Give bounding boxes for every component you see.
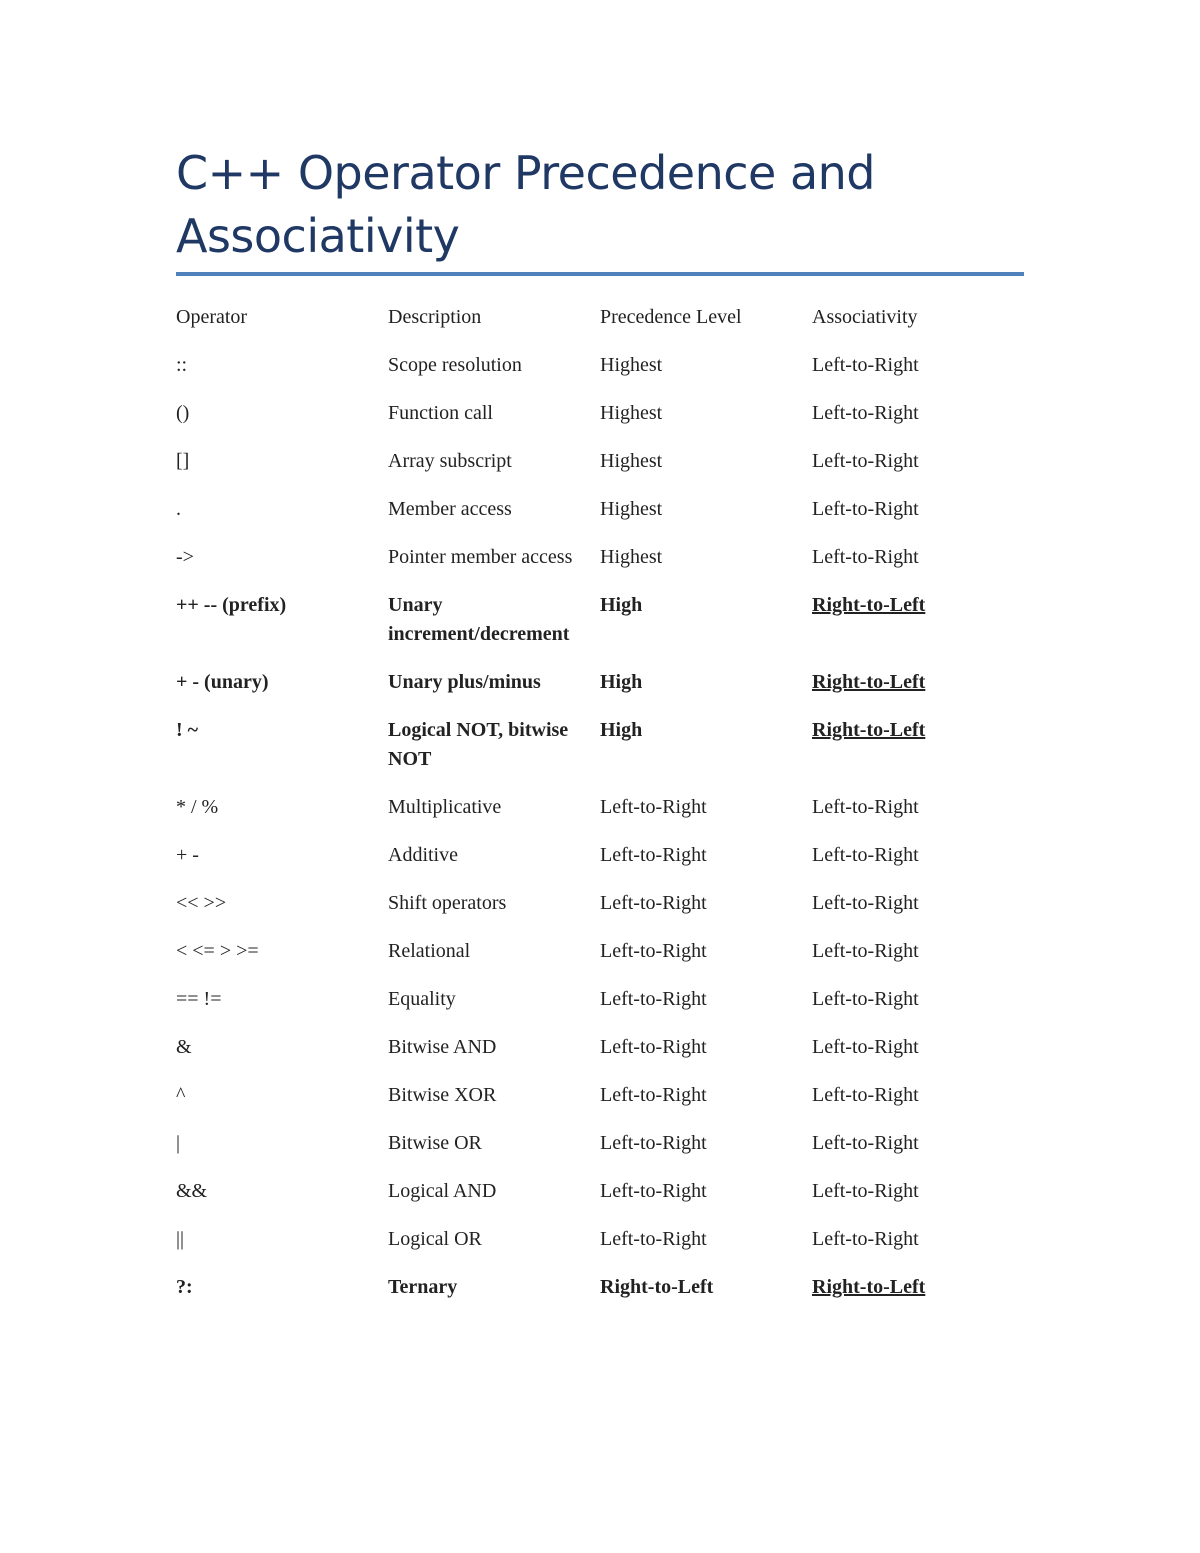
description-cell: Equality [388,988,456,1010]
table-row [176,716,1024,793]
description-cell: Member access [388,498,512,520]
associativity-cell: Left-to-Right [812,354,919,376]
description-cell: Pointer member access [388,546,573,568]
description-cell: Multiplicative [388,796,502,818]
operator-cell: () [176,402,190,424]
associativity-underlined-text: Right-to-Left [812,719,926,741]
precedence-cell: Left-to-Right [600,1228,707,1250]
associativity-cell [812,591,1024,668]
description-cell: Scope resolution [388,354,522,376]
associativity-cell [812,716,1024,793]
description-cell: Array subscript [388,450,512,472]
associativity-cell: Left-to-Right [812,844,919,866]
associativity-cell: Left-to-Right [812,498,919,520]
description-cell: Logical NOT, bitwise NOT [388,719,569,770]
operator-cell: . [176,498,181,520]
description-cell: Logical OR [388,1228,482,1250]
table-header-row [176,303,1024,351]
table-row [176,1033,1024,1081]
table-row [176,889,1024,937]
header-precedence: Precedence Level [600,306,742,328]
precedence-cell: Highest [600,402,663,424]
table-row [176,351,1024,399]
operator-cell: ++ -- (prefix) [176,594,287,616]
table-row [176,1081,1024,1129]
operator-cell: ^ [176,1084,186,1106]
associativity-cell: Left-to-Right [812,940,919,962]
precedence-cell: Highest [600,546,663,568]
precedence-cell: Left-to-Right [600,1132,707,1154]
associativity-cell: Left-to-Right [812,402,919,424]
description-cell: Ternary [388,1276,458,1298]
precedence-cell: Left-to-Right [600,892,707,914]
associativity-underlined-text: Right-to-Left [812,671,926,693]
associativity-cell: Left-to-Right [812,1036,919,1058]
operator-cell: [] [176,450,190,472]
precedence-cell: High [600,594,643,616]
description-cell: Bitwise AND [388,1036,497,1058]
associativity-cell: Left-to-Right [812,546,919,568]
operator-cell: ?: [176,1276,193,1298]
operator-cell: < <= > >= [176,940,259,962]
precedence-cell: Left-to-Right [600,1084,707,1106]
description-cell: Bitwise XOR [388,1084,497,1106]
title-underline-rule [176,272,1024,276]
table-row [176,1129,1024,1177]
table-row [176,543,1024,591]
precedence-cell: Left-to-Right [600,1036,707,1058]
table-row [176,1177,1024,1225]
associativity-underlined-text: Right-to-Left [812,1276,926,1298]
operator-cell: + - (unary) [176,671,269,693]
operator-cell: || [176,1228,185,1250]
operator-cell: && [176,1180,208,1202]
table-row [176,668,1024,716]
operator-cell: << >> [176,892,227,914]
document-title: C++ Operator Precedence and Associativity [176,146,875,263]
precedence-cell: Left-to-Right [600,940,707,962]
associativity-cell: Left-to-Right [812,1084,919,1106]
table-row [176,399,1024,447]
operator-cell: | [176,1132,181,1154]
operator-cell: * / % [176,796,219,818]
precedence-cell: Left-to-Right [600,796,707,818]
header-operator: Operator [176,306,248,328]
header-associativity: Associativity [812,306,918,328]
operator-cell: + - [176,844,199,866]
description-cell: Relational [388,940,471,962]
associativity-cell: Left-to-Right [812,796,919,818]
table-row [176,937,1024,985]
precedence-cell: Highest [600,354,663,376]
associativity-cell: Left-to-Right [812,988,919,1010]
associativity-cell: Left-to-Right [812,892,919,914]
associativity-cell: Left-to-Right [812,1228,919,1250]
table-row [176,985,1024,1033]
associativity-cell: Left-to-Right [812,1132,919,1154]
associativity-cell: Left-to-Right [812,1180,919,1202]
description-cell: Logical AND [388,1180,497,1202]
table-row [176,447,1024,495]
table-row [176,591,1024,668]
associativity-underlined-text: Right-to-Left [812,594,926,616]
operator-cell: -> [176,546,194,568]
associativity-cell [812,668,1024,716]
precedence-cell: Left-to-Right [600,988,707,1010]
description-cell: Additive [388,844,458,866]
operator-cell: & [176,1036,192,1058]
table-row [176,1225,1024,1273]
operator-precedence-table [176,303,1024,1321]
precedence-cell: High [600,719,643,741]
table-row [176,793,1024,841]
precedence-cell: Left-to-Right [600,1180,707,1202]
description-cell: Shift operators [388,892,507,914]
description-cell: Unary plus/minus [388,671,541,693]
precedence-cell: Left-to-Right [600,844,707,866]
description-cell: Function call [388,402,493,424]
description-cell: Unary increment/decrement [388,594,570,645]
operator-cell: ! ~ [176,719,199,741]
operator-cell: == != [176,988,222,1010]
table-row [176,495,1024,543]
operator-cell: :: [176,354,188,376]
associativity-cell: Left-to-Right [812,450,919,472]
header-description: Description [388,306,482,328]
associativity-cell [812,1273,1024,1321]
description-cell: Bitwise OR [388,1132,482,1154]
precedence-cell: Highest [600,450,663,472]
precedence-cell: Right-to-Left [600,1276,714,1298]
precedence-cell: High [600,671,643,693]
table-row [176,841,1024,889]
table-row [176,1273,1024,1321]
precedence-cell: Highest [600,498,663,520]
